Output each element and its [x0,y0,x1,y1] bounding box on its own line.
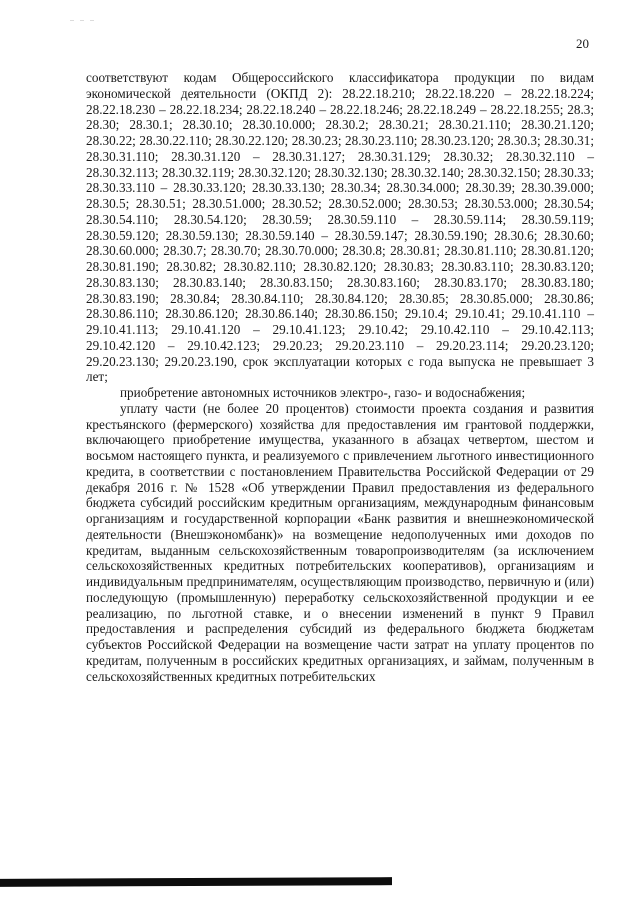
scan-bottom-edge-bar [0,877,392,887]
paragraph-autonomous-sources: приобретение автономных источников электро-, газо- и водоснабжения; [120,385,526,400]
page-number: 20 [576,36,589,51]
paragraph-project-payment: уплату части (не более 20 процентов) стоимости проекта создания и развития крестьянского (фермерского) хозяйства для предоставления им грантовой поддержки, включающего приобретение имущества, указанного в абзацах четвертом, шестом и восьмом настоящего пункта, и реализуемого с привлечением льготного инвестиционного кредита, в соответствии с постановлением Правительства Российской Федерации от 29 декабря 2016 г. № 1528 «Об утверждении Правил предоставления из федерального бюджета субсидий российским кредитным организациям, международным финансовым организациям и государственной корпорации «Банк развития и внешнеэкономической деятельности (Внешэкономбанк)» на возмещение недополученных ими доходов по кредитам, выданным сельскохозяйственным товаропроизводителям (за исключением сельскохозяйственных кредитных потребительских кооперативов), организациям и индивидуальным предпринимателям, осуществляющим производство, первичную и (или) последующую (промышленную) переработку сельскохозяйственной продукции и ее реализацию, по льготной ставке, и о внесении изменений в пункт 9 Правил предоставления и распределения субсидий из федерального бюджета бюджетам субъектов Российской Федерации на возмещение части затрат на уплату процентов по кредитам, полученным в российских кредитных организациях, и займам, полученным в сельскохозяйственных кредитных потребительских [86,400,594,684]
document-body [86,70,594,684]
scan-artifact-marks [70,8,130,12]
paragraph-okpd-codes: соответствуют кодам Общероссийского классификатора продукции по видам экономической деятельности (ОКПД 2): 28.22.18.210; 28.22.18.220 – 28.22.18.224; 28.22.18.230 – 28.22.18.234; 28.22.18.240 – 28.22.18.246; 28.22.18.249 – 28.22.18.255; 28.3; 28.30; 28.30.1; 28.30.10; 28.30.10.000; 28.30.2; 28.30.21; 28.30.21.110; 28.30.21.120; 28.30.22; 28.30.22.110; 28.30.22.120; 28.30.23; 28.30.23.110; 28.30.23.120; 28.30.3; 28.30.31; 28.30.31.110; 28.30.31.120 – 28.30.31.127; 28.30.31.129; 28.30.32; 28.30.32.110 – 28.30.32.113; 28.30.32.119; 28.30.32.120; 28.30.32.130; 28.30.32.140; 28.30.32.150; 28.30.33; 28.30.33.110 – 28.30.33.120; 28.30.33.130; 28.30.34; 28.30.34.000; 28.30.39; 28.30.39.000; 28.30.5; 28.30.51; 28.30.51.000; 28.30.52; 28.30.52.000; 28.30.53; 28.30.53.000; 28.30.54; 28.30.54.110; 28.30.54.120; 28.30.59; 28.30.59.110 – 28.30.59.114; 28.30.59.119; 28.30.59.120; 28.30.59.130; 28.30.59.140 – 28.30.59.147; 28.30.59.190; 28.30.6; 28.30.60; 28.30.60.000; 28.30.7; 28.30.70; 28.30.70.000; 28.30.8; 28.30.81; 28.30.81.110; 28.30.81.120; 28.30.81.190; 28.30.82; 28.30.82.110; 28.30.82.120; 28.30.83; 28.30.83.110; 28.30.83.120; 28.30.83.130; 28.30.83.140; 28.30.83.150; 28.30.83.160; 28.30.83.170; 28.30.83.180; 28.30.83.190; 28.30.84; 28.30.84.110; 28.30.84.120; 28.30.85; 28.30.85.000; 28.30.86; 28.30.86.110; 28.30.86.120; 28.30.86.140; 28.30.86.150; 29.10.4; 29.10.41; 29.10.41.110 – 29.10.41.113; 29.10.41.120 – 29.10.41.123; 29.10.42; 29.10.42.110 – 29.10.42.113; 29.10.42.120 – 29.10.42.123; 29.20.23; 29.20.23.110 – 29.20.23.114; 29.20.23.120; 29.20.23.130; 29.20.23.190, срок эксплуатации которых с года выпуска не превышает 3 лет; [86,70,594,385]
